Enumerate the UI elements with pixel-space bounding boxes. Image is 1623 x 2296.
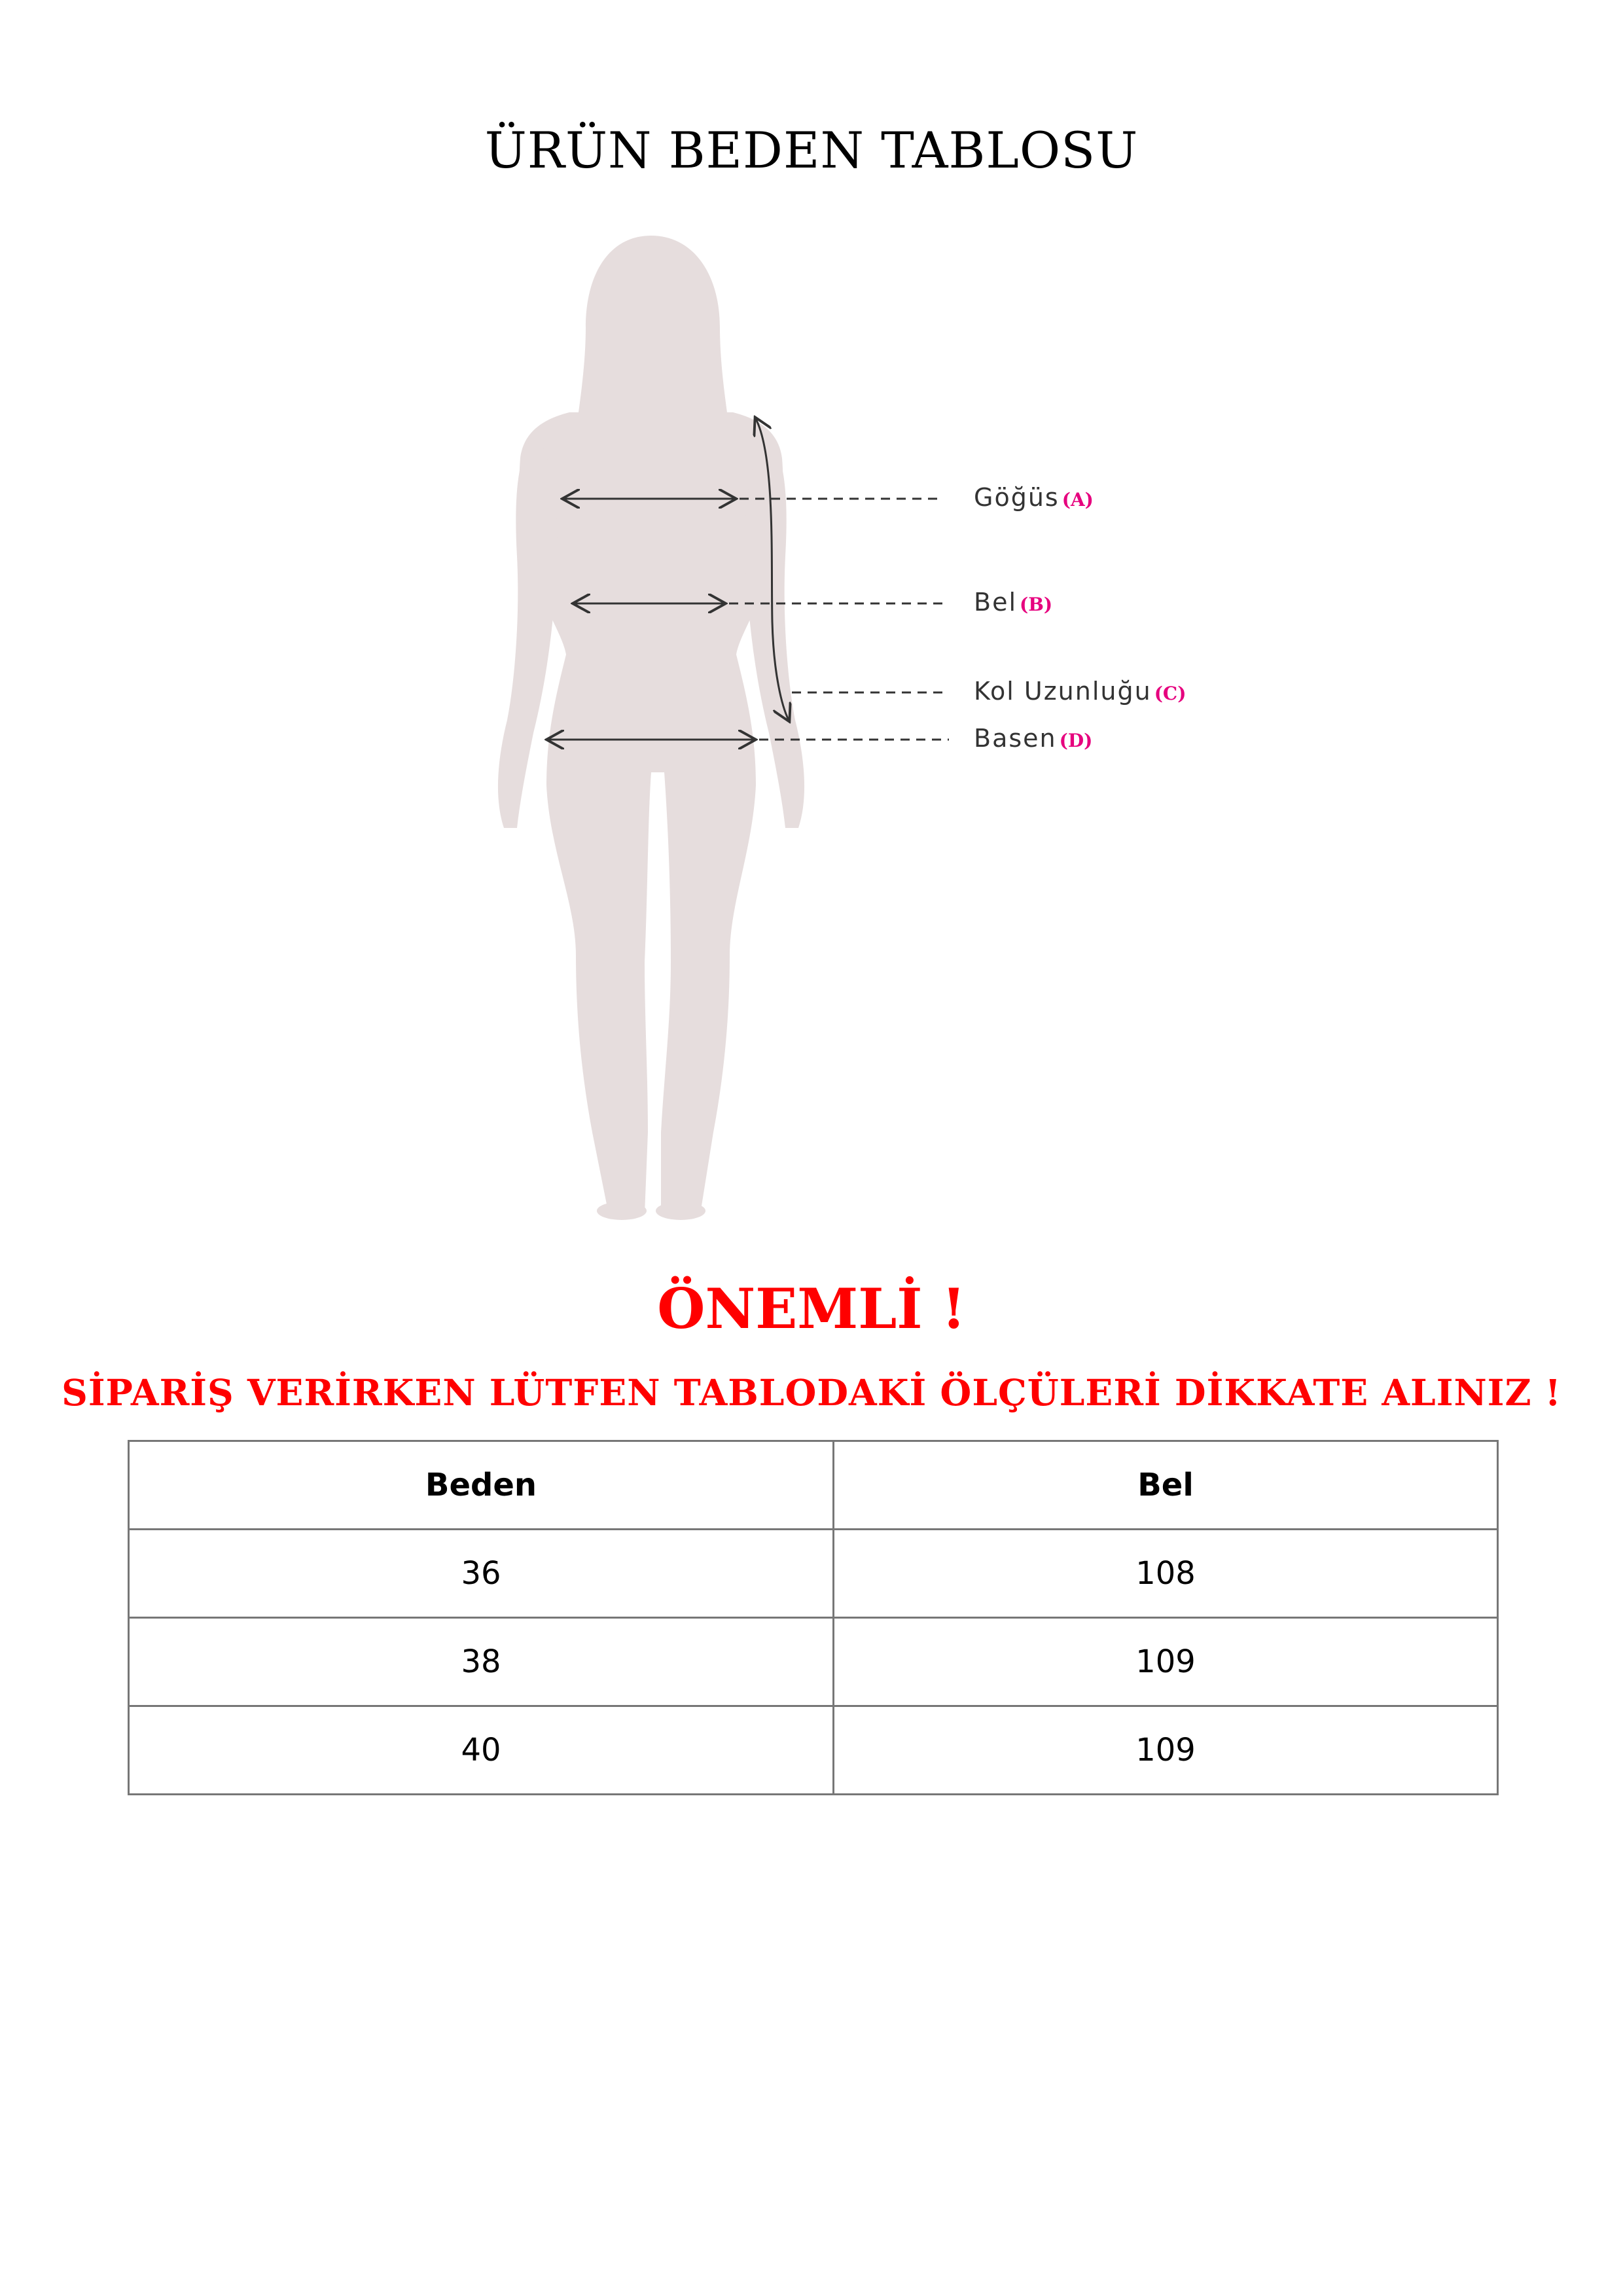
table-row — [129, 1706, 1498, 1795]
tag-a: (A) — [1061, 489, 1094, 511]
cell-size: 40 — [129, 1706, 834, 1795]
header-beden: Beden — [129, 1441, 834, 1530]
size-table — [128, 1440, 1499, 1795]
measurement-label-sleeve: Kol Uzunluğu (C) — [974, 677, 1186, 706]
tag-b: (B) — [1020, 594, 1053, 615]
tag-d: (D) — [1059, 730, 1093, 751]
measurement-label-hips: Basen (D) — [974, 724, 1093, 753]
header-bel: Bel — [834, 1441, 1498, 1530]
cell-size: 36 — [129, 1530, 834, 1618]
page-title: ÜRÜN BEDEN TABLOSU — [484, 121, 1139, 179]
measurement-label-waist: Bel (B) — [974, 588, 1053, 617]
warning-text: SİPARİŞ VERİRKEN LÜTFEN TABLODAKİ ÖLÇÜLERİ DİKKATE ALINIZ ! — [62, 1371, 1561, 1414]
cell-size: 38 — [129, 1618, 834, 1706]
woman-silhouette-icon — [498, 236, 804, 1220]
table-row — [129, 1618, 1498, 1706]
table-row — [129, 1530, 1498, 1618]
cell-waist: 109 — [834, 1618, 1498, 1706]
tag-c: (C) — [1154, 683, 1186, 704]
cell-waist: 109 — [834, 1706, 1498, 1795]
cell-waist: 108 — [834, 1530, 1498, 1618]
measurement-label-chest: Göğüs (A) — [974, 483, 1094, 512]
important-heading: ÖNEMLİ ! — [657, 1276, 966, 1341]
table-header-row — [129, 1441, 1498, 1530]
